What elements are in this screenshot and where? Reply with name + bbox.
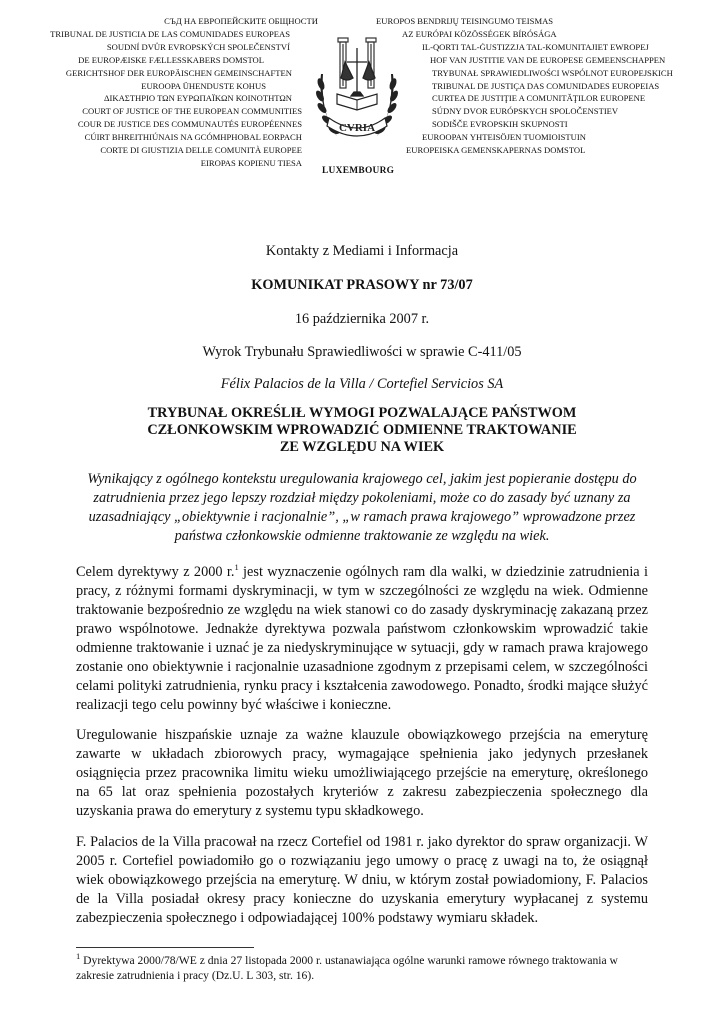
court-name: HOF VAN JUSTITIE VAN DE EUROPESE GEMEENSCHAPPEN bbox=[430, 54, 666, 65]
case-parties: Félix Palacios de la Villa / Cortefiel Servicios SA bbox=[220, 376, 504, 392]
court-name: SÚDNY DVOR EURÓPSKYCH SPOLOČENSTIEV bbox=[432, 106, 619, 117]
case-reference: Wyrok Trybunału Sprawiedliwości w sprawie C-411/05 bbox=[202, 344, 522, 360]
court-name: TRIBUNAL DE JUSTIÇA DAS COMUNIDADES EUROPEIAS bbox=[432, 80, 660, 91]
court-name: CURTEA DE JUSTIŢIE A COMUNITĂŢILOR EUROPENE bbox=[432, 93, 646, 104]
summary: Wynikający z ogólnego kontekstu uregulowania krajowego cel, jakim jest popieranie dostępu do zatrudnienia przez jego lepszy rozdział między pokoleniami, może co do zasady być uznany za uzasadniający „obiektywnie i racjonalnie”, „w ramach prawa krajowego” wprowadzone przez państwa członkowskie odmienne traktowanie ze względu na wiek. bbox=[87, 471, 637, 544]
court-name: EUROOPAN YHTEISÖJEN TUOMIOISTUIN bbox=[422, 132, 586, 143]
paragraph-text: jest wyznaczenie ogólnych ram dla walki, w dziedzinie zatrudnienia i pracy, z różnymi formami dyskryminacji, w tym w szczególności ze względu na wiek. Odmienne traktowanie bezpośrednio ze względu na wiek stanowi co do zasady dyskryminację zakazaną przez prawo wspólnotowe. Jednakże dyrektywa pozwala państwom członkowskim wprowadzić takie odmienne traktowanie i uznać je za niedyskryminujące w sytuacji, gdy w ramach prawa krajowego zostanie ono obiektywnie i racjonalnie uzasadnione zgodnym z przepisami celem, w szczególności celami polityki zatrudnienia, rynku pracy i kształcenia zawodowego. Ponadto, środki mające służyć realizacji tego celu powinny być właściwe i konieczne. bbox=[76, 564, 648, 713]
body-paragraph-2: Uregulowanie hiszpańskie uznaje za ważne klauzule obowiązkowego przejścia na emeryturę zawarte w układach zbiorowych pracy, wymagające spełnienia jako jedynych przesłanek osiągnięcia przez pracownika limitu wieku umożliwiającego przejście na emeryturę, określonego na 65 lat oraz spełnienia pozostałych kryteriów z zakresu zabezpieczenia społecznego dla uzyskania prawa do emerytury z systemu typu składkowego. bbox=[76, 727, 648, 819]
footnote-divider bbox=[76, 947, 254, 948]
court-name: DE EUROPÆISKE FÆLLESSKABERS DOMSTOL bbox=[78, 54, 264, 65]
headline bbox=[110, 405, 614, 456]
footnote bbox=[76, 953, 648, 983]
court-name: TRIBUNAL DE JUSTICIA DE LAS COMUNIDADES EUROPEAS bbox=[50, 28, 290, 39]
footnote-text: Dyrektywa 2000/78/WE z dnia 27 listopada 2000 r. ustanawiająca ogólne warunki ramowe równego traktowania w zakresie zatrudnienia i pracy (Dz.U. L 303, str. 16). bbox=[76, 954, 618, 982]
court-name: TRYBUNAŁ SPRAWIEDLIWOŚCI WSPÓLNOT EUROPEJSKICH bbox=[432, 67, 673, 78]
court-name: EUROPEISKA GEMENSKAPERNAS DOMSTOL bbox=[406, 145, 586, 156]
court-name: IL-QORTI TAL-ĠUSTIZZJA TAL-KOMUNITAJIET EWROPEJ bbox=[422, 41, 649, 52]
court-name: EUROOPA ÜHENDUSTE KOHUS bbox=[141, 80, 266, 91]
court-name: EIROPAS KOPIENU TIESA bbox=[200, 157, 302, 168]
paragraph-text: Celem dyrektywy z 2000 r. bbox=[76, 564, 235, 580]
release-date: 16 października 2007 r. bbox=[294, 311, 430, 327]
body-paragraph-3: F. Palacios de la Villa pracował na rzecz Cortefiel od 1981 r. jako dyrektor do spraw organizacji. W 2005 r. Cortefiel powiadomiło go o rozwiązaniu jego umowy o pracę z uwagi na to, że osiągnął wiek obowiązkowego przejścia na emeryturę. W dniu, w którym został powiadomiony, F. Palacios de la Villa posiadał okresy pracy konieczne do uzyskania emerytury wypłacanej z systemu zabezpieczenia społecznego i odpowiadającej 100% podstawy wymiaru składek. bbox=[76, 834, 648, 926]
release-number: KOMUNIKAT PRASOWY nr 73/07 bbox=[251, 277, 473, 293]
headline-line: ZE WZGLĘDU NA WIEK bbox=[279, 439, 445, 455]
court-name: AZ EURÓPAI KÖZÖSSÉGEK BÍRÓSÁGA bbox=[402, 28, 557, 39]
court-names-left bbox=[0, 15, 322, 170]
court-name: COUR DE JUSTICE DES COMMUNAUTÉS EUROPÉENNES bbox=[77, 119, 302, 130]
court-name: CORTE DI GIUSTIZIA DELLE COMUNITÀ EUROPEE bbox=[100, 145, 302, 156]
logo-place: LUXEMBOURG bbox=[322, 166, 395, 176]
court-name: СЪД НА ЕВРОПЕЙСКИТЕ ОБЩНОСТИ bbox=[164, 16, 318, 26]
footnote-ref[interactable]: 1 bbox=[234, 562, 239, 573]
court-name: CÚIRT BHREITHIÚNAIS NA GCÓMHPHOBAL EORPACH bbox=[84, 132, 302, 143]
court-name: ΔΙΚΑΣΤΗΡΙΟ ΤΩΝ ΕΥΡΩΠΑΪΚΩΝ ΚΟΙΝΟΤΗΤΩΝ bbox=[103, 93, 292, 104]
curia-logo-icon bbox=[307, 34, 407, 152]
headline-line: CZŁONKOWSKIM WPROWADZIĆ ODMIENNE TRAKTOWANIE bbox=[147, 422, 577, 438]
court-name: EUROPOS BENDRIJŲ TEISINGUMO TEISMAS bbox=[376, 16, 554, 26]
court-name: SODIŠČE EVROPSKIH SKUPNOSTI bbox=[432, 119, 568, 130]
court-name: GERICHTSHOF DER EUROPÄISCHEN GEMEINSCHAFTEN bbox=[65, 67, 292, 78]
contact-line: Kontakty z Mediami i Informacja bbox=[265, 243, 459, 259]
body-paragraph-1 bbox=[76, 563, 648, 715]
court-names-right bbox=[376, 15, 706, 157]
court-name: SOUDNÍ DVŮR EVROPSKÝCH SPOLEČENSTVÍ bbox=[106, 41, 290, 52]
logo-text: CVRIA bbox=[338, 122, 376, 134]
footnote-marker: 1 bbox=[76, 951, 81, 962]
headline-line: TRYBUNAŁ OKREŚLIŁ WYMOGI POZWALAJĄCE PAŃSTWOM bbox=[147, 405, 577, 421]
court-name: COURT OF JUSTICE OF THE EUROPEAN COMMUNITIES bbox=[82, 106, 302, 117]
